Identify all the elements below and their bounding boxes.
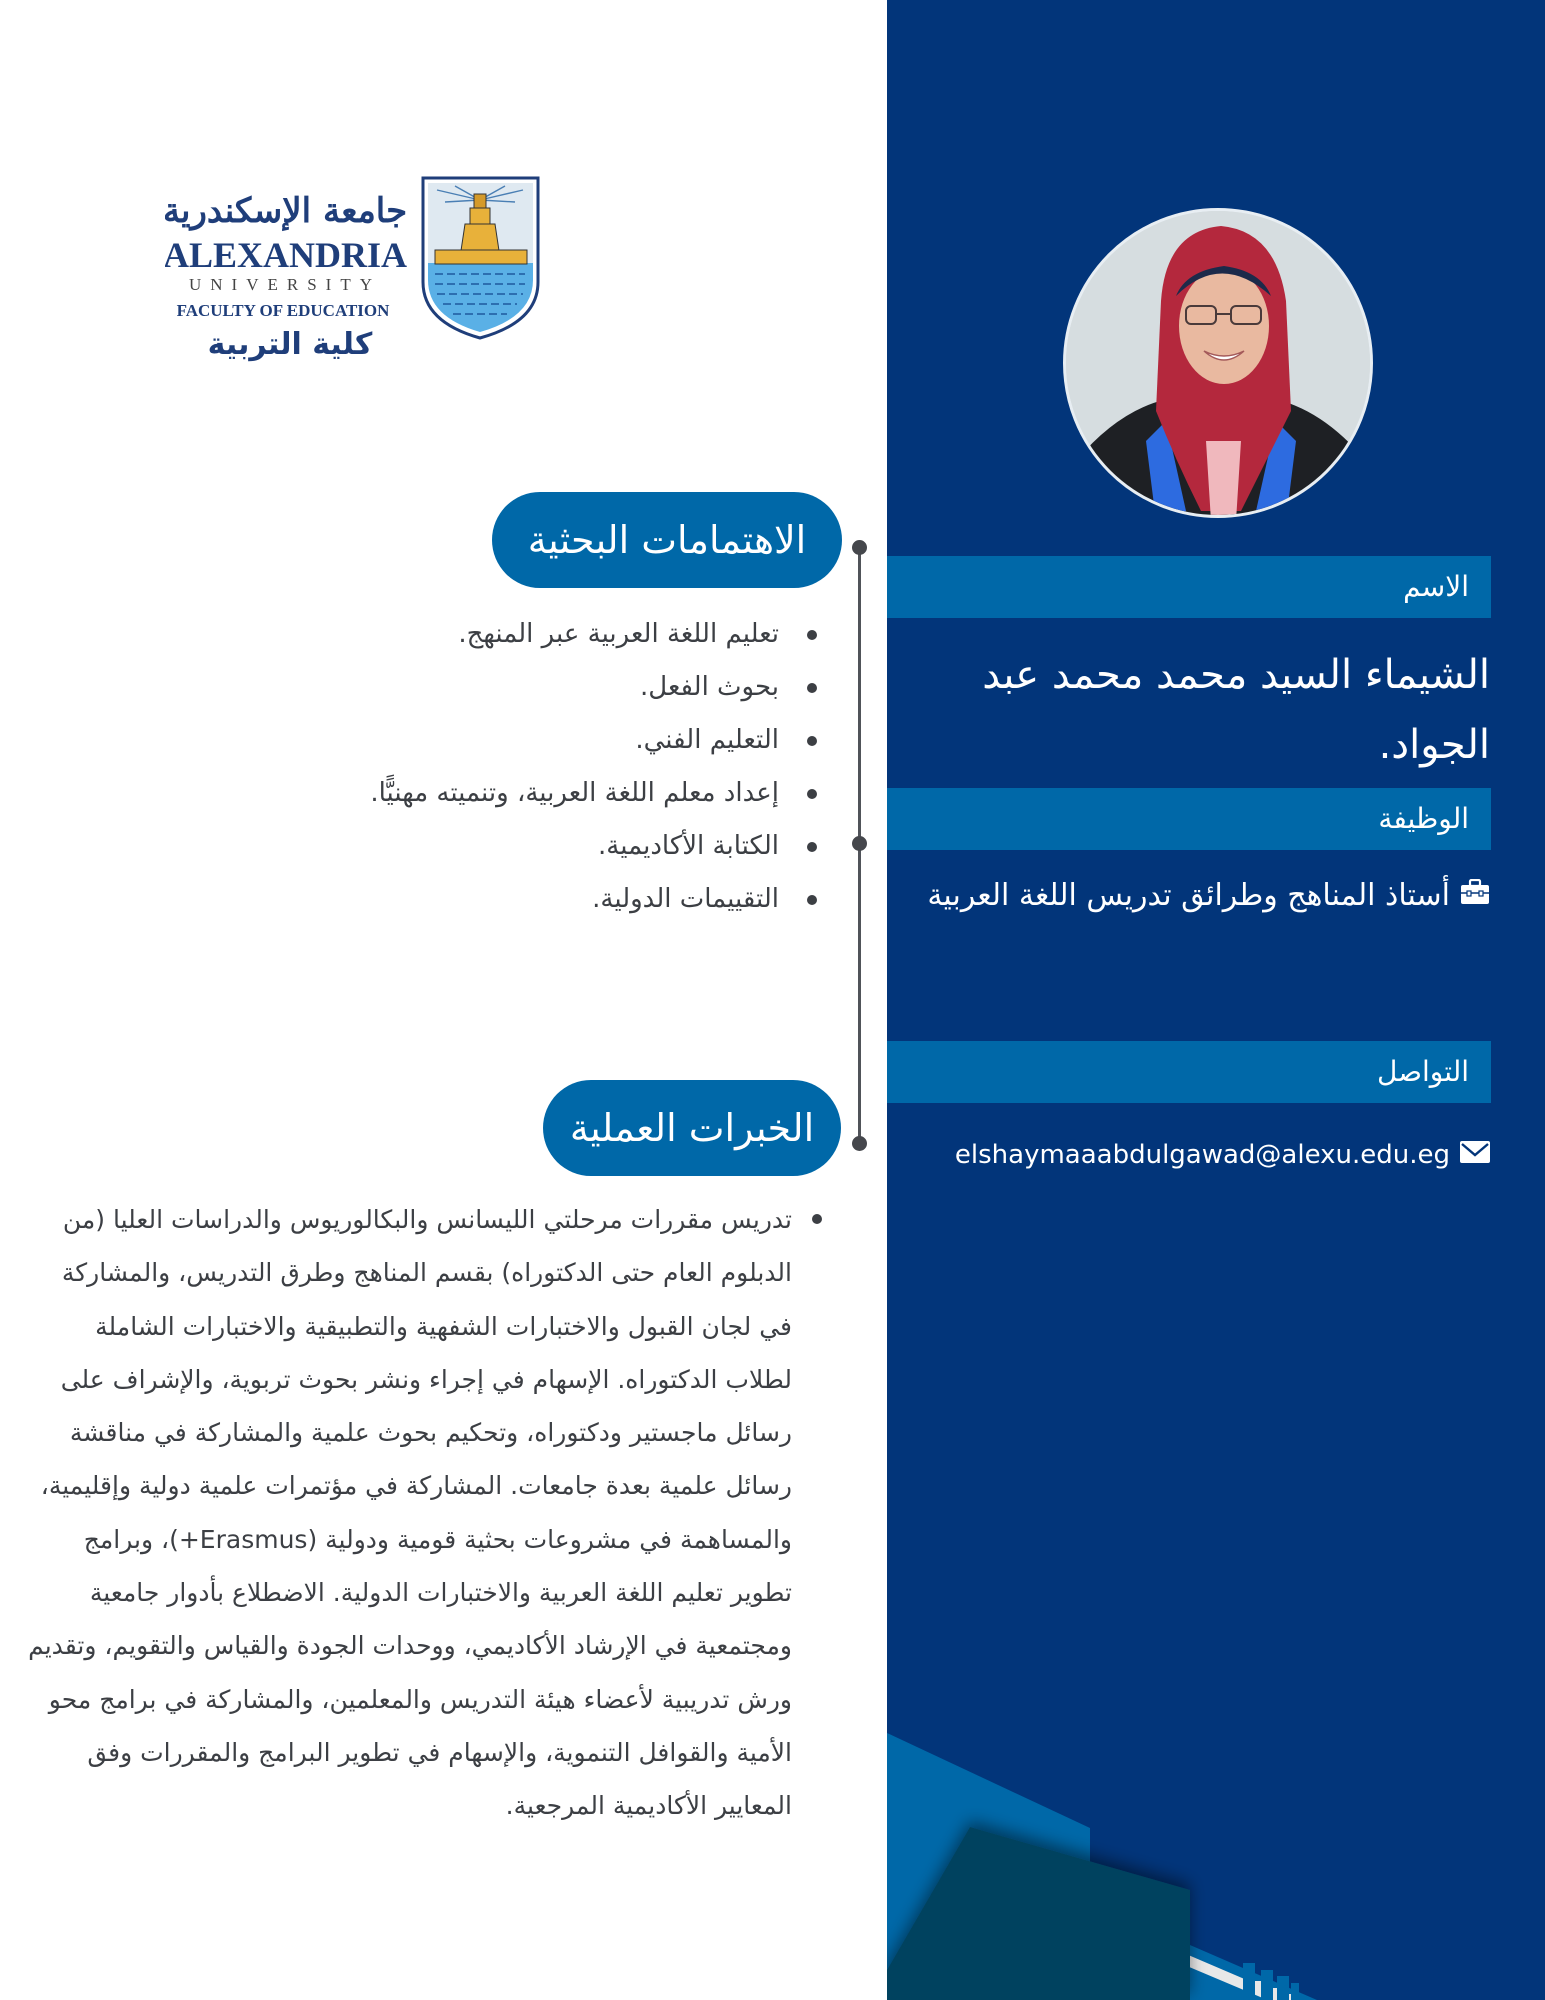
envelope-icon <box>1460 1140 1490 1170</box>
bullet-icon <box>812 1214 822 1224</box>
logo-faculty-arabic: كلية التربية <box>207 327 373 362</box>
contact-section-header: التواصل <box>887 1041 1491 1103</box>
timeline-dot <box>852 540 867 555</box>
email-link[interactable]: elshaymaaabdulgawad@alexu.edu.eg <box>954 1140 1450 1170</box>
experience-paragraph <box>22 1193 792 1833</box>
job-title-text: أستاذ المناهج وطرائق تدريس اللغة العربية <box>927 878 1450 913</box>
lighthouse-shield-icon <box>423 178 538 338</box>
profile-sidebar <box>887 0 1545 2000</box>
logo-university-word: UNIVERSITY <box>189 275 381 294</box>
decorative-shapes <box>887 1700 1545 2000</box>
job-title <box>887 878 1490 913</box>
logo-faculty-english: FACULTY OF EDUCATION <box>176 301 390 320</box>
experience-text: تدريس مقررات مرحلتي الليسانس والبكالوريوس والدراسات العليا (من الدبلوم العام حتى الدكتوراه) بقسم المناهج وطرق التدريس، والمشاركة في لجان القبول والاختبارات الشفهية والتطبيقية والاختبارات الشاملة لطلاب الدكتوراه. الإسهام في إجراء ونشر بحوث تربوية، والإشراف على رسائل ماجستير ودكتوراه، وتحكيم بحوث علمية والمشاركة في مناقشة رسائل علمية بعدة جامعات. المشاركة في مؤتمرات علمية دولية وإقليمية، والمساهمة في مشروعات بحثية قومية ودولية (Erasmus+)، وبرامج تطوير تعليم اللغة العربية والاختبارات الدولية. الاضطلاع بأدوار جامعية ومجتمعية في الإرشاد الأكاديمي، ووحدات الجودة والقياس والتقويم، وتقديم ورش تدريبية لأعضاء هيئة التدريس والمعلمين، والمشاركة في برامج محو الأمية والقوافل التنموية، والإسهام في تطوير البرامج والمقررات وفق المعايير الأكاديمية المرجعية. <box>28 1205 792 1821</box>
timeline-dot <box>852 836 867 851</box>
list-item: الكتابة الأكاديمية. <box>297 820 817 873</box>
research-interests-list <box>297 608 817 926</box>
experience-heading: الخبرات العملية <box>543 1080 841 1176</box>
person-avatar-icon <box>1066 211 1373 518</box>
list-item: التعليم الفني. <box>297 714 817 767</box>
person-name: الشيماء السيد محمد محمد عبد الجواد. <box>982 652 1490 768</box>
list-item: بحوث الفعل. <box>297 661 817 714</box>
list-item: تعليم اللغة العربية عبر المنهج. <box>297 608 817 661</box>
name-section-header: الاسم <box>887 556 1491 618</box>
list-item: إعداد معلم اللغة العربية، وتنميته مهنيًّا. <box>297 767 817 820</box>
logo-arabic-title: جامعة الإسكندرية <box>165 191 408 231</box>
job-section-header: الوظيفة <box>887 788 1491 850</box>
logo-english-title: ALEXANDRIA <box>165 235 408 275</box>
briefcase-icon <box>1460 878 1490 913</box>
list-item: التقييمات الدولية. <box>297 873 817 926</box>
university-logo <box>165 172 543 372</box>
email-row <box>887 1140 1490 1170</box>
timeline-dot <box>852 1136 867 1151</box>
profile-photo <box>1063 208 1373 518</box>
research-interests-heading: الاهتمامات البحثية <box>492 492 842 588</box>
